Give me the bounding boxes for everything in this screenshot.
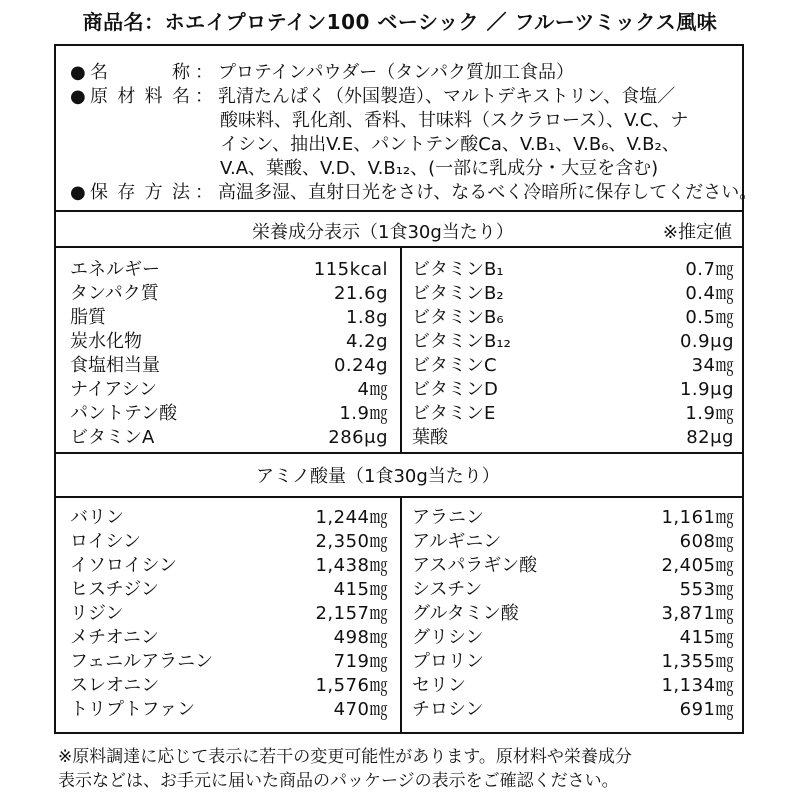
amino-name: フェニルアラニン — [70, 651, 214, 672]
colon: ： — [195, 86, 213, 107]
info-row-storage — [70, 178, 757, 204]
ingredients-line: 酸味料、乳化剤、香料、甘味料（スクラロース）、V.C、ナ — [220, 110, 689, 131]
table-row — [70, 530, 388, 554]
nutrient-value: 0.7㎎ — [685, 259, 734, 280]
nutrient-value: 0.4㎎ — [685, 283, 734, 304]
amino-value: 498㎎ — [333, 627, 388, 648]
table-row — [70, 554, 388, 578]
nutrient-name: ビタミンA — [70, 427, 155, 448]
footnote-line: ※原料調達に応じて表示に若干の変更可能性があります。原材料や栄養成分 — [58, 747, 632, 767]
amino-title: アミノ酸量（1食30g当たり） — [256, 466, 500, 487]
nutrient-value: 1.9㎎ — [339, 403, 388, 424]
divider — [56, 210, 742, 212]
table-row — [412, 578, 734, 602]
table-row — [70, 698, 388, 722]
nutrient-name: エネルギー — [70, 259, 160, 280]
amino-name: アスパラギン酸 — [412, 555, 538, 576]
amino-name: グルタミン酸 — [412, 603, 519, 624]
table-row — [412, 306, 734, 330]
nutrient-value: 1.9μg — [679, 379, 734, 400]
table-row — [70, 402, 388, 426]
table-row — [412, 330, 734, 354]
estimate-note: ※推定値 — [662, 222, 732, 243]
nutrient-value: 0.24g — [333, 355, 388, 376]
amino-value: 2,157㎎ — [315, 603, 388, 624]
product-title: 商品名：ホエイプロテイン100 ベーシック ／ フルーツミックス風味 — [82, 10, 718, 34]
nutrient-value: 115kcal — [313, 259, 388, 280]
bullet: ● — [70, 86, 86, 107]
nutrient-name: タンパク質 — [70, 283, 159, 304]
table-row — [70, 378, 388, 402]
column-divider — [400, 246, 402, 452]
amino-name: ヒスチジン — [70, 579, 159, 600]
info-value-storage: 高温多湿、直射日光をさけ、なるべく冷暗所に保存してください。 — [218, 182, 758, 203]
amino-value: 1,161㎎ — [661, 507, 734, 528]
info-key-ingredients: 原材料名 — [90, 86, 190, 107]
table-row — [412, 674, 734, 698]
nutrient-name: ビタミンB₆ — [412, 307, 504, 328]
table-row — [412, 402, 734, 426]
nutrient-value: 4㎎ — [357, 379, 388, 400]
table-row — [70, 282, 388, 306]
table-row — [412, 650, 734, 674]
label-frame — [54, 44, 758, 734]
nutrient-value: 0.9μg — [679, 331, 734, 352]
nutrient-name: 葉酸 — [412, 427, 448, 448]
table-row — [412, 426, 734, 450]
divider — [56, 496, 742, 498]
amino-value: 1,438㎎ — [315, 555, 388, 576]
table-row — [70, 674, 388, 698]
nutrient-name: ビタミンE — [412, 403, 496, 424]
amino-value: 2,405㎎ — [661, 555, 734, 576]
nutrient-name: ビタミンD — [412, 379, 498, 400]
nutrient-value: 34㎎ — [691, 355, 734, 376]
amino-value: 1,134㎎ — [661, 675, 734, 696]
table-row — [412, 554, 734, 578]
ingredients-line: イシン、抽出V.E、パントテン酸Ca、V.B₁、V.B₆、V.B₂、 — [220, 134, 680, 155]
amino-name: セリン — [412, 675, 466, 696]
nutrient-name: 脂質 — [70, 307, 106, 328]
table-row — [70, 506, 388, 530]
nutrient-value: 286μg — [328, 427, 388, 448]
amino-value: 2,350㎎ — [315, 531, 388, 552]
bullet: ● — [70, 182, 86, 203]
table-row — [412, 354, 734, 378]
nutrient-name: ビタミンC — [412, 355, 497, 376]
table-row — [412, 530, 734, 554]
table-row — [70, 330, 388, 354]
nutrition-title: 栄養成分表示（1食30g当たり） — [252, 222, 514, 243]
table-row — [412, 282, 734, 306]
nutrient-name: ビタミンB₁ — [412, 259, 504, 280]
table-row — [70, 602, 388, 626]
nutrient-name: 炭水化物 — [70, 331, 142, 352]
amino-name: プロリン — [412, 651, 484, 672]
amino-value: 608㎎ — [679, 531, 734, 552]
table-row — [412, 626, 734, 650]
amino-value: 691㎎ — [679, 699, 734, 720]
nutrient-name: ビタミンB₂ — [412, 283, 504, 304]
ingredients-line: 乳清たんぱく（外国製造）、マルトデキストリン、食塩／ — [218, 86, 676, 107]
nutrient-name: ビタミンB₁₂ — [412, 331, 511, 352]
bullet: ● — [70, 62, 86, 83]
nutrient-value: 21.6g — [333, 283, 388, 304]
amino-value: 415㎎ — [333, 579, 388, 600]
divider — [56, 246, 742, 248]
amino-name: メチオニン — [70, 627, 159, 648]
nutrient-name: パントテン酸 — [70, 403, 178, 424]
table-row — [412, 378, 734, 402]
amino-value: 1,576㎎ — [315, 675, 388, 696]
amino-name: バリン — [70, 507, 124, 528]
table-row — [70, 578, 388, 602]
table-row — [70, 426, 388, 450]
amino-value: 1,244㎎ — [315, 507, 388, 528]
amino-value: 3,871㎎ — [661, 603, 734, 624]
amino-value: 470㎎ — [333, 699, 388, 720]
table-row — [412, 506, 734, 530]
table-row — [412, 602, 734, 626]
column-divider — [400, 496, 402, 734]
info-row-name — [70, 58, 574, 84]
table-row — [70, 258, 388, 282]
table-row — [70, 306, 388, 330]
nutrient-value: 4.2g — [345, 331, 388, 352]
table-row — [412, 698, 734, 722]
nutrition-table-left — [70, 258, 388, 450]
amino-table-left — [70, 506, 388, 722]
amino-name: グリシン — [412, 627, 484, 648]
table-row — [70, 626, 388, 650]
amino-name: トリプトファン — [70, 699, 196, 720]
nutrient-value: 82μg — [686, 427, 734, 448]
divider — [56, 452, 742, 454]
ingredients-line: V.A、葉酸、V.D、V.B₁₂、(一部に乳成分・大豆を含む) — [220, 158, 659, 179]
amino-name: シスチン — [412, 579, 483, 600]
amino-value: 553㎎ — [679, 579, 734, 600]
nutrient-name: 食塩相当量 — [70, 355, 160, 376]
amino-value: 1,355㎎ — [661, 651, 734, 672]
info-value-name: プロテインパウダー（タンパク質加工食品） — [218, 62, 575, 83]
amino-value: 415㎎ — [679, 627, 734, 648]
nutrient-name: ナイアシン — [70, 379, 158, 400]
amino-name: ロイシン — [70, 531, 142, 552]
amino-name: スレオニン — [70, 675, 160, 696]
info-row-ingredients — [70, 82, 675, 108]
amino-name: イソロイシン — [70, 555, 178, 576]
colon: ： — [195, 182, 213, 203]
table-row — [70, 354, 388, 378]
amino-table-right — [412, 506, 734, 722]
nutrition-table-right — [412, 258, 734, 450]
amino-value: 719㎎ — [333, 651, 388, 672]
nutrient-value: 1.8g — [345, 307, 388, 328]
nutrient-value: 1.9㎎ — [685, 403, 734, 424]
footnote-line: 表示などは、お手元に届いた商品のパッケージの表示をご確認ください。 — [58, 771, 619, 791]
amino-name: アルギニン — [412, 531, 502, 552]
nutrient-value: 0.5㎎ — [685, 307, 734, 328]
info-key-name: 名称 — [90, 62, 190, 83]
colon: ： — [195, 62, 213, 83]
info-key-storage: 保存方法 — [90, 182, 190, 203]
amino-name: チロシン — [412, 699, 484, 720]
amino-name: アラニン — [412, 507, 484, 528]
table-row — [70, 650, 388, 674]
amino-name: リジン — [70, 603, 124, 624]
table-row — [412, 258, 734, 282]
